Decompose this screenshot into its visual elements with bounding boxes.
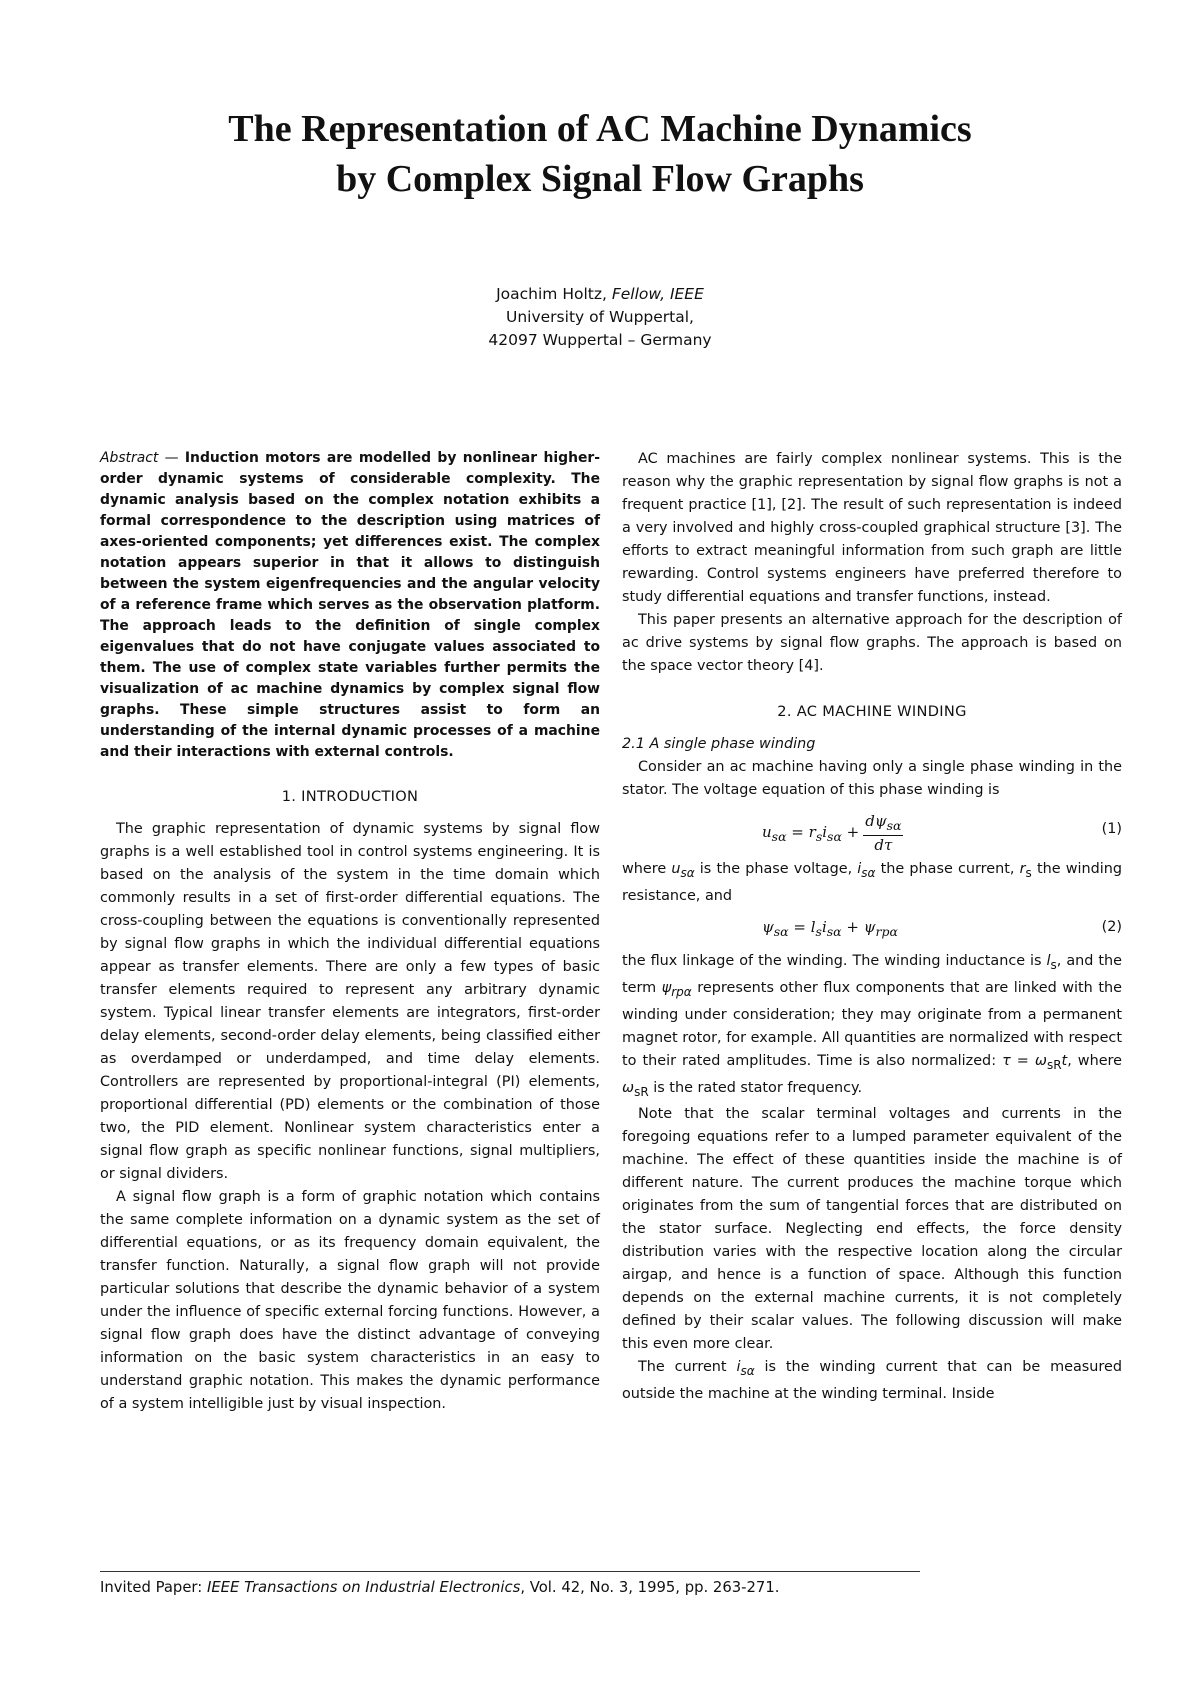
right-column [622, 448, 1122, 1406]
abstract-label: Abstract [100, 450, 159, 466]
author-affiliation: University of Wuppertal, [506, 308, 694, 326]
section-2-paragraph-3: the flux linkage of the winding. The winding inductance is $l_s$, and the term $\psi_{rp\alpha}$ represents other flux components that are linked with the winding under consideration; they may originate from a permanent magnet rotor, for example. All quantities are normalized with respect to their rated amplitudes. Time is also normalized: $\tau = \omega_{sR}t$, where $\omega_{sR}$ is the rated stator frequency. [622, 952, 1122, 1099]
equation-1-number: (1) [1101, 821, 1122, 837]
abstract-text: Induction motors are modelled by nonlinear higher-order dynamic systems of considerable complexity. The dynamic analysis based on the complex notation exhibits a formal correspondence to the description using matrices of axes-oriented components; yet differences exist. The complex notation appears superior in that it allows to distinguish between the system eigenfrequencies and the angular velocity of a reference frame which serves as the observation platform. The approach leads to the definition of single complex eigenvalues that do not have conjugate values associated to them. The use of complex state variables further permits the visualization of ac machine dynamics by complex signal flow graphs. These simple structures assist to form an understanding of the internal dynamic processes of a machine and their interactions with external controls. [100, 450, 600, 760]
author-address: 42097 Wuppertal – Germany [488, 331, 712, 349]
footnote: Invited Paper: IEEE Transactions on Industrial Electronics, Vol. 42, No. 3, 1995, pp. 263-271. [100, 1579, 780, 1596]
footnote-rule [100, 1571, 920, 1572]
section-2-paragraph-2: where $u_{s\alpha}$ is the phase voltage, $i_{s\alpha}$ the phase current, $r_s$ the winding resistance, and [622, 861, 1122, 904]
section-2-heading: 2. AC MACHINE WINDING [777, 703, 967, 720]
equation-1 [622, 806, 1122, 854]
subsection-2-1-heading: 2.1 A single phase winding [622, 736, 816, 752]
equation-2-number: (2) [1101, 918, 1122, 935]
author-grade: Fellow, IEEE [611, 285, 704, 303]
abstract-dash: — [164, 450, 179, 466]
section-1-heading: 1. INTRODUCTION [281, 788, 419, 805]
section-2-paragraph-4: Note that the scalar terminal voltages and currents in the foregoing equations refer to a lumped parameter equivalent of the machine. The effect of these quantities inside the machine is of different nature. The current produces the machine torque which originates from the sum of tangential forces that are distributed on the stator surface. Neglecting end effects, the force density distribution varies with the respective location along the circular airgap, and hence is a function of space. Although this function depends on the external machine currents, it is not completely defined by their scalar values. The following discussion will make this even more clear. [622, 1106, 1122, 1353]
left-column [100, 448, 600, 1416]
author-line [300, 283, 900, 306]
author-block [300, 283, 900, 352]
paper-title [100, 104, 1100, 204]
author-name: Joachim Holtz, [496, 285, 607, 303]
equation-1-fraction: $\frac{d\psi_{s\alpha}}{d\tau}$ [865, 812, 902, 854]
intro-paragraph-1: AC machines are fairly complex nonlinear systems. This is the reason why the graphic representation by signal flow graphs is not a frequent practice [1], [2]. The result of such representation is indeed a very involved and highly cross-coupled graphical structure [3]. The efforts to extract meaningful information from such graph are little rewarding. Control systems engineers have preferred therefore to study differential equations and transfer functions, instead. [622, 451, 1122, 605]
abstract [100, 448, 600, 763]
equation-2 [622, 912, 1122, 946]
section-2-paragraph-1: Consider an ac machine having only a single phase winding in the stator. The voltage equation of this phase winding is [622, 759, 1122, 798]
section-1-paragraph-1: The graphic representation of dynamic systems by signal flow graphs is a well established tool in control systems engineering. It is based on the analysis of the system in the time domain which commonly results in a set of first-order differential equations. The cross-coupling between the equations is conventionally represented by signal flow graphs in which the individual differential equations appear as transfer elements. There are only a few types of basic transfer elements required to represent any arbitrary dynamic system. Typical linear transfer elements are integrators, first-order delay elements, second-order delay elements, being classified either as overdamped or underdamped, and time delay elements. Controllers are represented by proportional-integral (PI) elements, proportional differential (PD) elements or the combination of those two, the PID element. Nonlinear system characteristics enter a signal flow graph as specific nonlinear functions, signal multipliers, or signal dividers. [100, 821, 600, 1182]
title-line-2: by Complex Signal Flow Graphs [336, 158, 864, 200]
equation-2-body: $\psi_{s\alpha} = l_si_{s\alpha} + \psi_{rp\alpha}$ [762, 917, 898, 939]
equation-1-body: $u_{s\alpha} = r_si_{s\alpha}$ + $\frac{d\psi_{s\alpha}}{d\tau}$ [762, 812, 902, 854]
intro-paragraph-2: This paper presents an alternative approach for the description of ac drive systems by signal flow graphs. The approach is based on the space vector theory [4]. [622, 612, 1122, 674]
section-2-paragraph-5: The current $i_{s\alpha}$ is the winding current that can be measured outside the machine at the winding terminal. Inside [622, 1359, 1123, 1403]
title-line-1: The Representation of AC Machine Dynamics [228, 108, 972, 150]
section-1-paragraph-2: A signal flow graph is a form of graphic notation which contains the same complete information on a dynamic system as the set of differential equations, or as its frequency domain equivalent, the transfer function. Naturally, a signal flow graph will not provide particular solutions that describe the dynamic behavior of a system under the influence of specific external forcing functions. However, a signal flow graph does have the distinct advantage of conveying information on the basic system characteristics in an easy to understand graphic notation. This makes the dynamic performance of a system intelligible just by visual inspection. [100, 1189, 600, 1412]
